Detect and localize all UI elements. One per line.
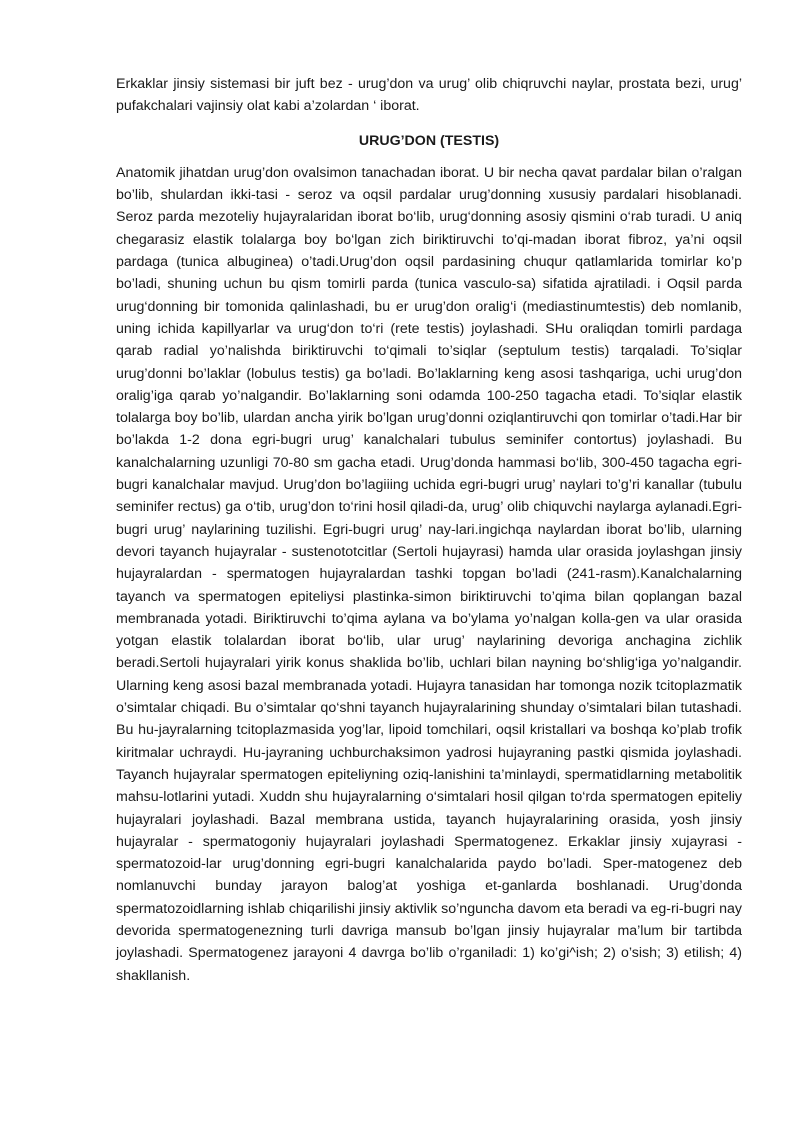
document-page [116, 73, 742, 987]
section-title: URUG’DON (TESTIS) [358, 132, 500, 149]
body-paragraph: Anatomik jihatdan urug’don ovalsimon tanachadan iborat. U bir necha qavat pardalar bilan o’ralgan bo’lib, shulardan ikki-tasi - seroz va oqsil pardalar urug’donning xususiy pardalari hisoblanadi. Seroz parda mezoteliy hujayralaridan iborat bo‘lib, urug‘donning asosiy qismini o‘rab turadi. U aniq chegarasiz elastik tolalarga boy bo‘lgan zich biriktiruvchi to’qi-madan iborat fibroz, ya’ni oqsil pardaga (tunica albuginea) o’tadi.Urug’don oqsil pardasining chuqur qatlamlarida tomirlar ko’p bo’ladi, shuning uchun bu qism tomirli parda (tunica vasculo-sa) sifatida ajratiladi. i Oqsil parda urug‘donning bir tomonida qalinlashadi, bu er urug’don oralig‘i (mediastinumtestis) deb nomlanib, uning ichida kapillyarlar va urug‘don to‘ri (rete testis) joylashadi. SHu oraliqdan tomirli pardaga qarab radial yo’nalishda biriktiruvchi to‘qimali to’siqlar (septulum testis) tarqaladi. To’siqlar urug’donni bo’laklar (lobulus testis) ga bo’ladi. Bo’laklarning keng asosi tashqariga, uchi urug’don oralig’iga qarab yo’nalgandir. Bo’laklarning soni odamda 100-250 tagacha etadi. To’siqlar elastik tolalarga boy bo’lib, ulardan ancha yirik bo’lgan urug’donni oziqlantiruvchi qon tomirlar o’tadi.Har bir bo’lakda 1-2 dona egri-bugri urug’ kanalchalari tubulus seminifer contortus) joylashadi. Bu kanalchalarning uzunligi 70-80 sm gacha etadi. Urug’donda hammasi bo‘lib, 300-450 tagacha egri-bugri kanalchalar mavjud. Urug’don bo’lagiiing uchida egri-bugri urug’ naylari to’g’ri kanallar (tubulu seminifer rectus) ga o‘tib, urug’don to‘rini hosil qiladi-da, urug’ olib chiquvchi naylarga aylanadi.Egri-bugri urug’ naylarining tuzilishi. Egri-bugri urug’ nay-lari.ingichqa naylardan iborat bo’lib, ularning devori tayanch hujayralar - sustenototcitlar (Sertoli hujayrasi) hamda ular orasida joylashgan jinsiy hujayralardan - spermatogen hujayralardan tashki topgan bo’ladi (241-rasm).Kanalchalarning tayanch va spermatogen epiteliysi plastinka-simon biriktiruvchi to’qima bilan qoplangan bazal membranada yotadi. Biriktiruvchi to’qima aylana va bo’ylama yo’nalgan kolla-gen va ular orasida yotgan elastik tolalardan iborat bo‘lib, ular urug’ naylarining devoriga anchagina zichlik beradi.Sertoli hujayralari yirik konus shaklida bo’lib, uchlari bilan nayning bo‘shlig‘iga yo’nalgandir. Ularning keng asosi bazal membranada yotadi. Hujayra tanasidan har tomonga nozik tcitoplazmatik o’simtalar chiqadi. Bu o’simtalar qo‘shni tayanch hujayralarining shunday o’simtalari bilan tutashadi. Bu hu-jayralarning tcitoplazmasida yog’lar, lipoid tomchilari, oqsil kristallari va boshqa ko’plab trofik kiritmalar uchraydi. Hu-jayraning uchburchaksimon yadrosi hujayraning pastki qismida joylashadi. Tayanch hujayralar spermatogen epiteliyning oziq-lanishini ta’minlaydi, spermatidlarning metabolitik mahsu-lotlarini yutadi. Xuddn shu hujayralarning o‘simtalari hosil qilgan to‘rda spermatogen epiteliy hujayralari joylashadi. Bazal membrana ustida, tayanch hujayralarining orasida, yosh jinsiy hujayralar - spermatogoniy hujayralari joylashadi Spermatogenez. Erkaklar jinsiy xujayrasi - spermatozoid-lar urug’donning egri-bugri kanalchalarida paydo bo’ladi. Sper-matogenez deb nomlanuvchi bunday jarayon balog’at yoshiga et-ganlarda boshlanadi. Urug’donda spermatozoidlarning ishlab chiqarilishi jinsiy aktivlik so’nguncha davom eta beradi va eg-ri-bugri nay devorida spermatogenezning turli davriga mansub bo’lgan jinsiy hujayralar ma’lum bir tartibda joylashadi. Spermatogenez jarayoni 4 davrga bo’lib o’rganiladi: 1) ko’gi^ish; 2) o’sish; 3) etilish; 4) shakllanish. [116, 164, 742, 984]
intro-paragraph: Erkaklar jinsiy sistemasi bir juft bez - urug’don va urug’ olib chiqruvchi naylar, prostata bezi, urug’ pufakchalari vajinsiy olat kabi a’zolardan ‘ iborat. [116, 76, 742, 115]
